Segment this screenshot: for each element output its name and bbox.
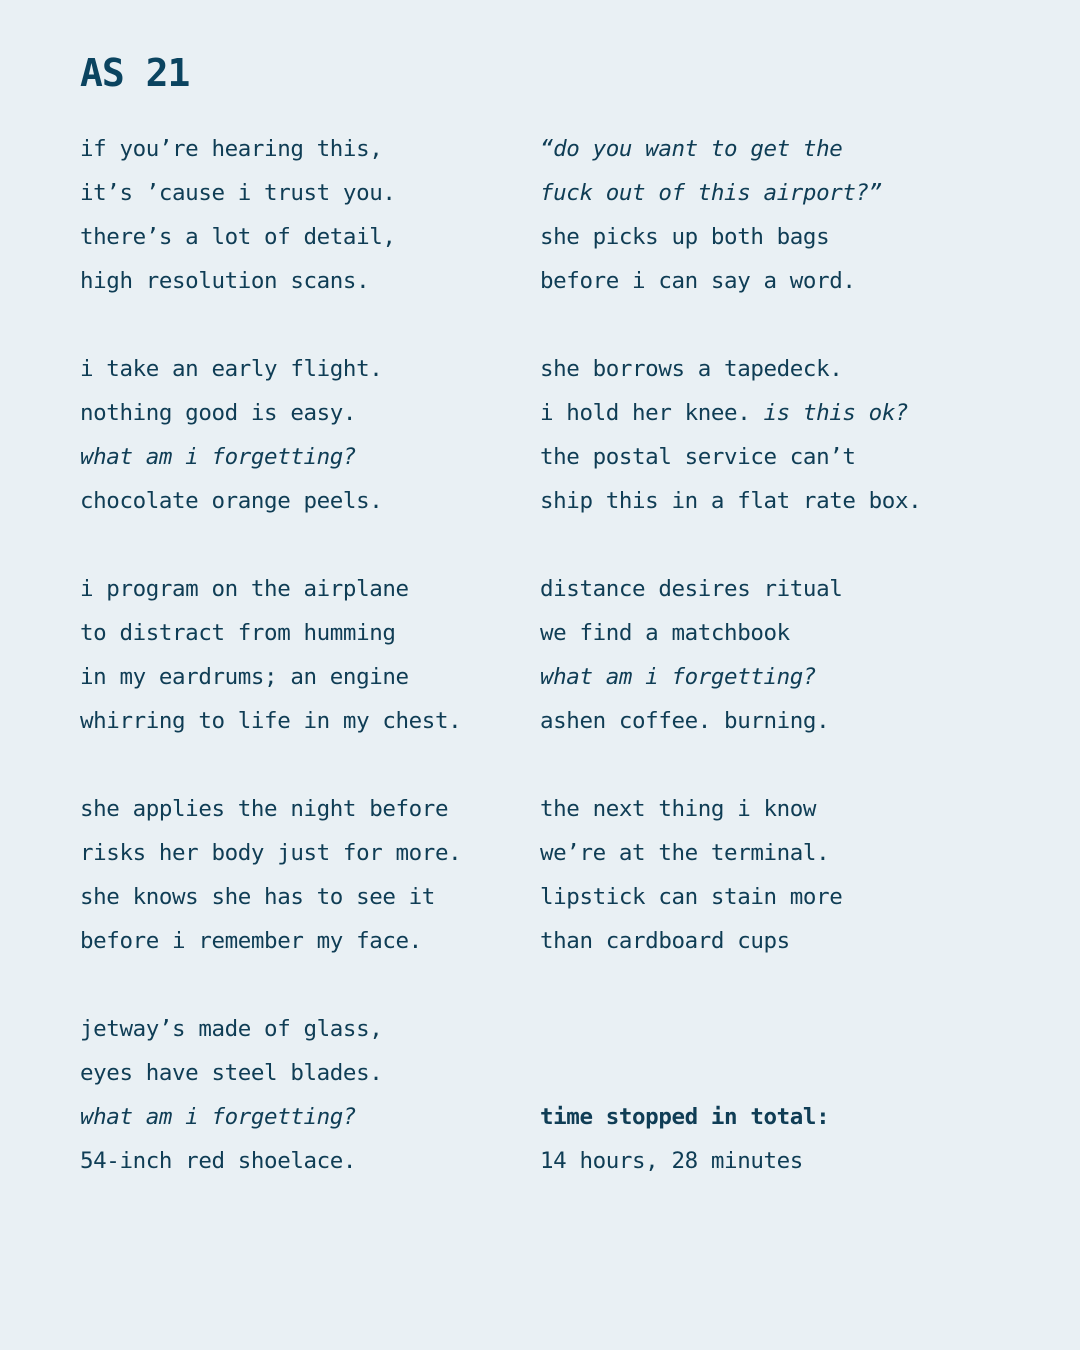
poem-line: before i remember my face.	[80, 928, 422, 954]
poem-line-text: i hold her knee.	[540, 400, 764, 426]
poem-line: chocolate orange peels.	[80, 488, 383, 514]
poem-line: she borrows a tapedeck.	[540, 356, 843, 382]
poem-line: there’s a lot of detail,	[80, 224, 396, 250]
poem-line-refrain: what am i forgetting?	[80, 444, 357, 470]
stanza	[80, 347, 520, 523]
stanza	[540, 567, 1000, 743]
stanza	[80, 127, 520, 303]
poem-line-quote: fuck out of this airport?”	[540, 180, 882, 206]
poem-line: lipstick can stain more	[540, 884, 843, 910]
blank-spacer	[540, 1007, 1000, 1095]
stanza	[80, 787, 520, 963]
right-column	[540, 127, 1000, 1183]
poem-title: AS 21	[80, 51, 190, 95]
poem-line: 54-inch red shoelace.	[80, 1148, 357, 1174]
poem-line: distance desires ritual	[540, 576, 843, 602]
poem-line: in my eardrums; an engine	[80, 664, 409, 690]
stanza	[540, 787, 1000, 963]
poem-line: i program on the airplane	[80, 576, 409, 602]
poem-line: high resolution scans.	[80, 268, 370, 294]
poem-line: she picks up both bags	[540, 224, 830, 250]
poem-line: ashen coffee. burning.	[540, 708, 830, 734]
stanza	[80, 567, 520, 743]
poem-line: she knows she has to see it	[80, 884, 435, 910]
poem-line: than cardboard cups	[540, 928, 790, 954]
poem-line: to distract from humming	[80, 620, 396, 646]
poem-line: i take an early flight.	[80, 356, 383, 382]
stanza	[540, 127, 1000, 303]
poem-line: we’re at the terminal.	[540, 840, 830, 866]
poem-line: nothing good is easy.	[80, 400, 357, 426]
poem-line: we find a matchbook	[540, 620, 790, 646]
poem-line: if you’re hearing this,	[80, 136, 383, 162]
poem-line: jetway’s made of glass,	[80, 1016, 383, 1042]
poem-line: risks her body just for more.	[80, 840, 462, 866]
poem-line: whirring to life in my chest.	[80, 708, 462, 734]
stats-value: 14 hours, 28 minutes	[540, 1148, 803, 1174]
poem-line-italic-tail: is this ok?	[763, 400, 909, 426]
poem-line: she applies the night before	[80, 796, 449, 822]
stats-label: time stopped in total:	[540, 1104, 830, 1130]
poem-line: the next thing i know	[540, 796, 817, 822]
poem-line: eyes have steel blades.	[80, 1060, 383, 1086]
poem-line-mixed	[540, 391, 1000, 435]
poem-line: the postal service can’t	[540, 444, 856, 470]
poem-line-quote: “do you want to get the	[540, 136, 843, 162]
poem-line: before i can say a word.	[540, 268, 856, 294]
poem-line-refrain: what am i forgetting?	[80, 1104, 357, 1130]
stanza	[80, 1007, 520, 1183]
poem-line: ship this in a flat rate box.	[540, 488, 922, 514]
time-stopped-stats	[540, 1095, 1000, 1183]
poem-line: it’s ’cause i trust you.	[80, 180, 396, 206]
left-column	[80, 127, 520, 1227]
stanza	[540, 347, 1000, 523]
poem-line-refrain: what am i forgetting?	[540, 664, 817, 690]
